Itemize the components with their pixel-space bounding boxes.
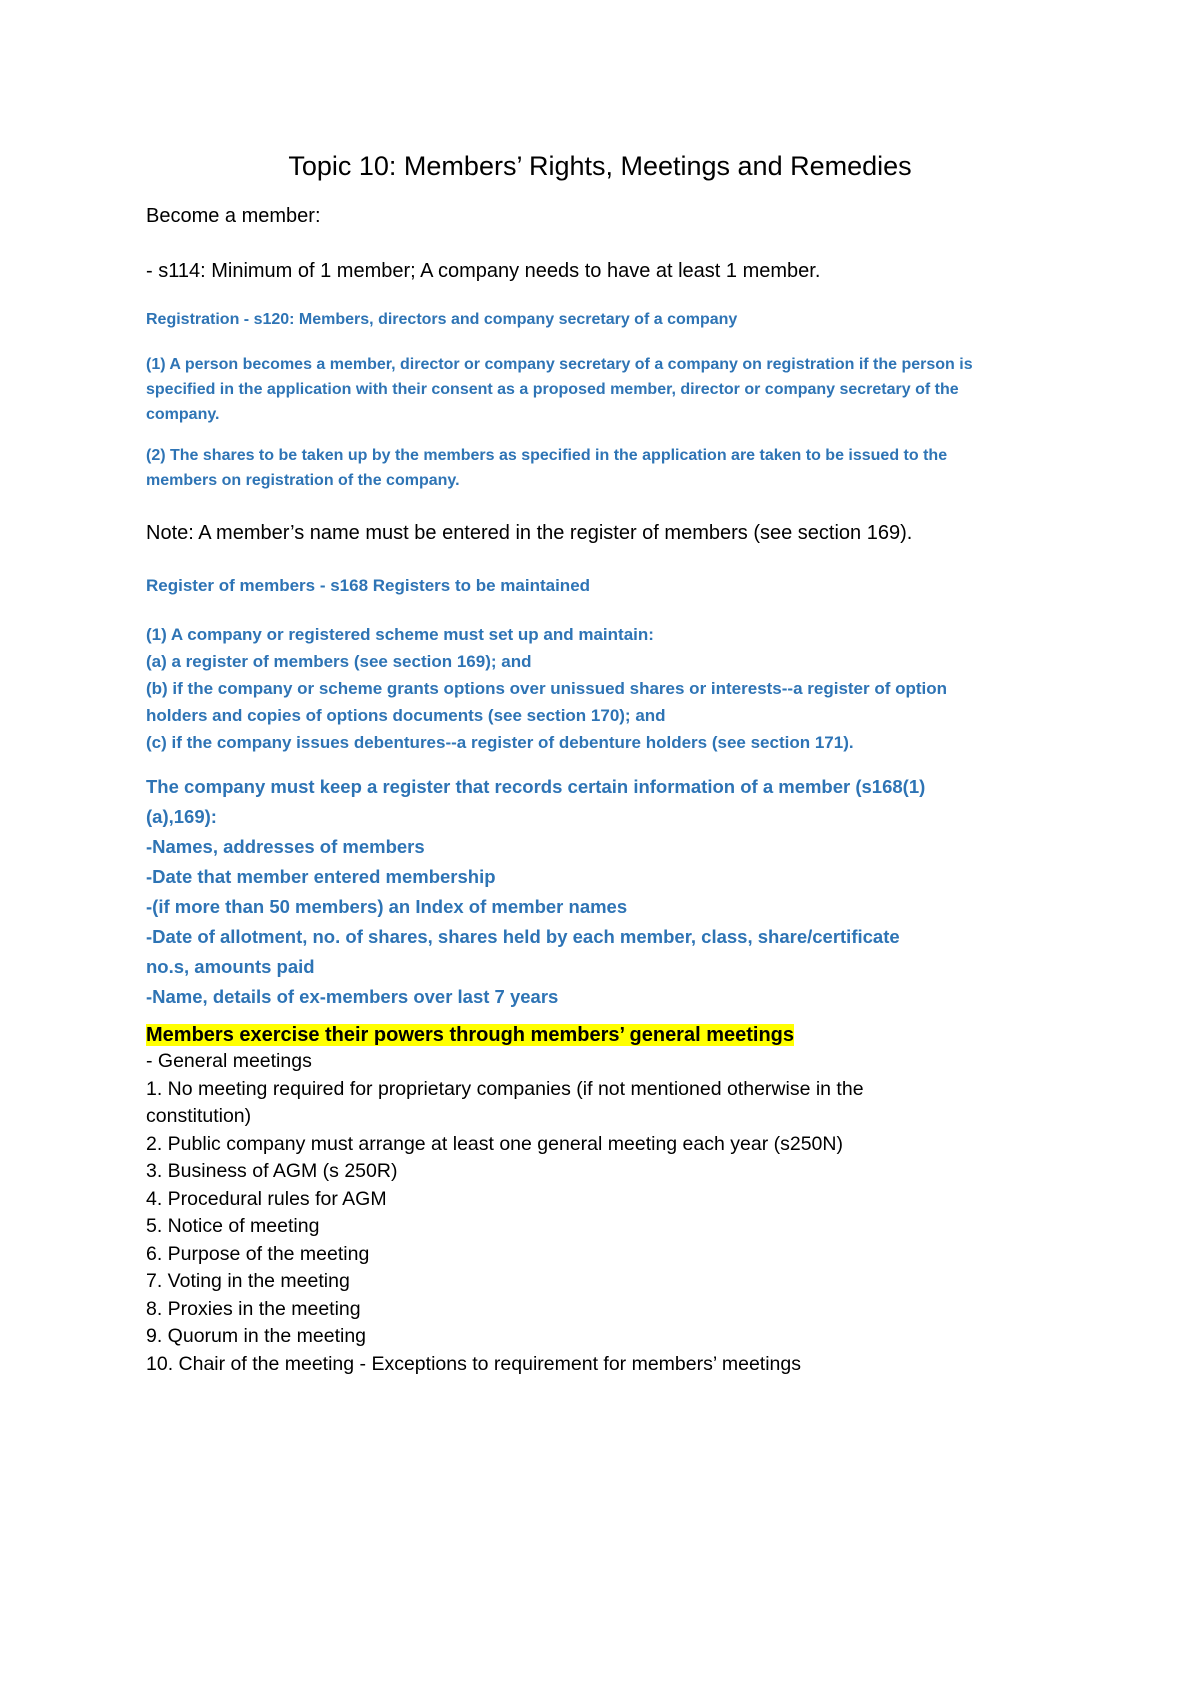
- s114-line: - s114: Minimum of 1 member; A company needs to have at least 1 member.: [146, 260, 821, 282]
- list-item: (b) if the company or scheme grants options over unissued shares or interests--a register of option: [146, 679, 948, 698]
- list-item: The company must keep a register that records certain information of a member (s168(1): [146, 776, 926, 797]
- registration-para-1: [146, 352, 1066, 427]
- list-item: constitution): [146, 1105, 252, 1127]
- list-item: (c) if the company issues debentures--a register of debenture holders (see section 171).: [146, 733, 854, 752]
- list-item: -Date of allotment, no. of shares, shares held by each member, class, share/certificate: [146, 926, 900, 947]
- list-item: 8. Proxies in the meeting: [146, 1297, 361, 1320]
- list-item: 3. Business of AGM (s 250R): [146, 1160, 398, 1182]
- meetings-heading: [146, 1020, 1066, 1050]
- list-item: holders and copies of options documents (see section 170); and: [146, 706, 666, 725]
- list-item: -(if more than 50 members) an Index of member names: [146, 896, 628, 917]
- list-item: 6. Purpose of the meeting: [146, 1242, 370, 1265]
- text-line: (2) The shares to be taken up by the members as specified in the application are taken to be issued to the: [146, 447, 948, 464]
- list-item: no.s, amounts paid: [146, 956, 315, 977]
- register-note: Note: A member’s name must be entered in the register of members (see section 169).: [146, 522, 913, 544]
- list-item: 5. Notice of meeting: [146, 1215, 320, 1237]
- register-list: [146, 621, 1066, 756]
- highlighted-heading: Members exercise their powers through members’ general meetings: [146, 1024, 795, 1046]
- text-line: (1) A person becomes a member, director or company secretary of a company on registration if the person is: [146, 356, 973, 373]
- member-records-list: [146, 772, 1066, 1012]
- list-item: -Date that member entered membership: [146, 866, 496, 887]
- list-item: 2. Public company must arrange at least one general meeting each year (s250N): [146, 1132, 843, 1155]
- list-item: (1) A company or registered scheme must set up and maintain:: [146, 625, 654, 644]
- list-item: - General meetings: [146, 1050, 312, 1072]
- list-item: 4. Procedural rules for AGM: [146, 1187, 387, 1210]
- list-item: 7. Voting in the meeting: [146, 1270, 350, 1292]
- text-line: members on registration of the company.: [146, 472, 460, 489]
- list-item: (a),169):: [146, 806, 217, 827]
- text-line: company.: [146, 406, 220, 423]
- list-item: 10. Chair of the meeting - Exceptions to requirement for members’ meetings: [146, 1352, 801, 1375]
- list-item: 9. Quorum in the meeting: [146, 1325, 367, 1347]
- page-title: Topic 10: Members’ Rights, Meetings and Remedies: [288, 151, 912, 181]
- registration-heading: Registration - s120: Members, directors and company secretary of a company: [146, 311, 738, 328]
- meetings-list: [146, 1048, 1066, 1378]
- list-item: -Names, addresses of members: [146, 836, 425, 857]
- list-item: 1. No meeting required for proprietary companies (if not mentioned otherwise in the: [146, 1077, 864, 1100]
- list-item: (a) a register of members (see section 169); and: [146, 652, 532, 671]
- registration-para-2: [146, 443, 1066, 493]
- become-member-heading: Become a member:: [146, 205, 321, 227]
- list-item: -Name, details of ex-members over last 7 years: [146, 986, 559, 1007]
- text-line: specified in the application with their consent as a proposed member, director or company secretary of the: [146, 381, 959, 398]
- register-heading: Register of members - s168 Registers to be maintained: [146, 576, 591, 595]
